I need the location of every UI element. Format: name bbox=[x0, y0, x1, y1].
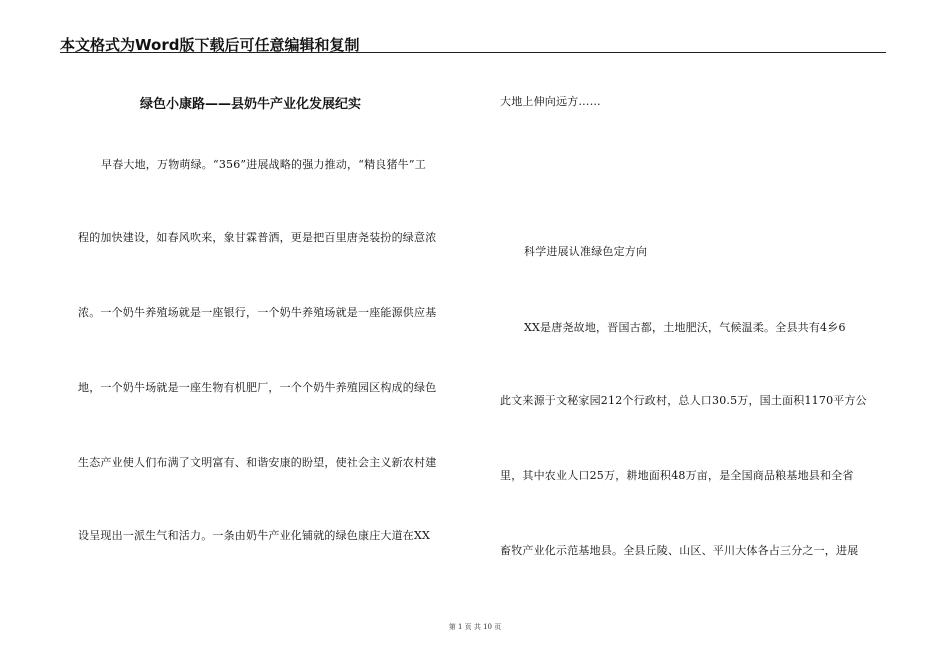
left-column-line: 地，一个奶牛场就是一座生物有机肥厂，一个个奶牛养殖园区构成的绿色 bbox=[78, 381, 437, 394]
left-column-line: 早春大地，万物萌绿。“356”进展战略的强力推动，“精良猪牛”工 bbox=[101, 158, 426, 171]
document-header: 本文格式为Word版下载后可任意编辑和复制 bbox=[60, 36, 360, 54]
article-title: 绿色小康路——县奶牛产业化发展纪实 bbox=[140, 97, 362, 112]
right-column-line: XX是唐尧故地，晋国古都，土地肥沃，气候温柔。全县共有4乡6 bbox=[524, 321, 846, 334]
header-divider bbox=[60, 52, 886, 53]
right-column-line: 畜牧产业化示范基地县。全县丘陵、山区、平川大体各占三分之一，进展 bbox=[500, 544, 859, 557]
right-column-line: 里，其中农业人口25万，耕地面积48万亩，是全国商品粮基地县和全省 bbox=[500, 469, 854, 482]
page-number: 第 1 页 共 10 页 bbox=[448, 623, 502, 631]
left-column-line: 设呈现出一派生气和活力。一条由奶牛产业化铺就的绿色康庄大道在XX bbox=[78, 529, 431, 542]
section-heading: 科学进展认准绿色定方向 bbox=[524, 245, 648, 258]
right-column-line: 大地上伸向远方…… bbox=[500, 95, 601, 108]
left-column-line: 浓。一个奶牛养殖场就是一座银行，一个奶牛养殖场就是一座能源供应基 bbox=[78, 306, 437, 319]
left-column-line: 程的加快建设，如春风吹来，象甘霖普洒，更是把百里唐尧装扮的绿意浓 bbox=[78, 231, 437, 244]
right-column-line: 此文来源于文秘家园212个行政村，总人口30.5万，国土面积1170平方公 bbox=[500, 394, 867, 407]
left-column-line: 生态产业使人们布满了文明富有、和谐安康的盼望，使社会主义新农村建 bbox=[78, 456, 437, 469]
